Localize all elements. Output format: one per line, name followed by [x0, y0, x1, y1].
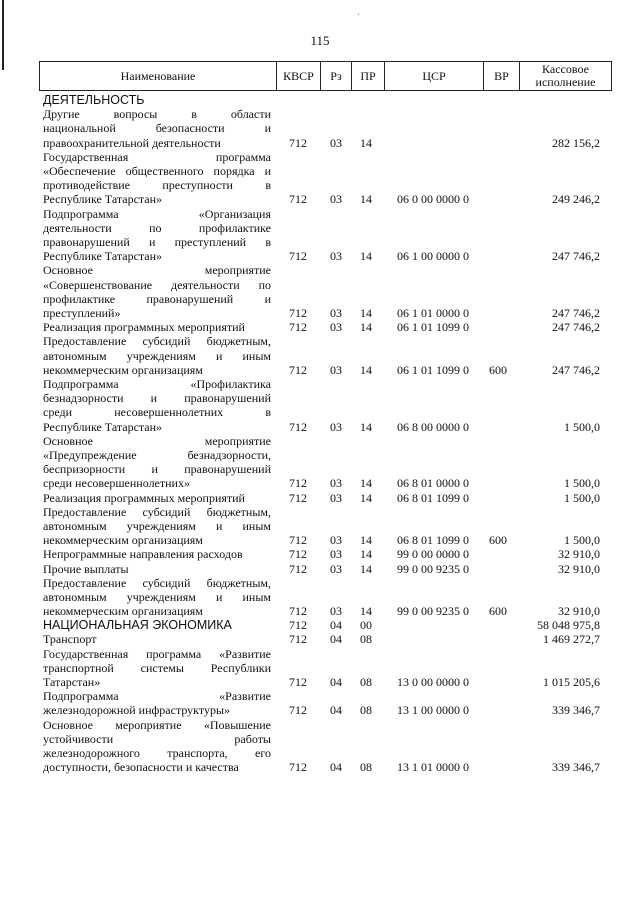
- cell-kvsr: 712: [289, 632, 307, 647]
- row-name: [43, 547, 271, 561]
- row-name: [43, 562, 271, 576]
- row-name-line: некоммерческим организациям: [43, 604, 203, 619]
- cell-vr: 600: [489, 604, 507, 619]
- row-name-line: Транспорт: [43, 632, 97, 647]
- cell-amount: 339 346,7: [552, 760, 600, 775]
- cell-rz: 03: [330, 362, 342, 377]
- cell-kvsr: 712: [289, 249, 307, 264]
- table-row: [0, 334, 640, 377]
- row-name-line: национальной безопасности и: [43, 121, 271, 136]
- cell-pr: 14: [360, 604, 372, 619]
- cell-kvsr: 712: [289, 604, 307, 619]
- row-name-line: Подпрограмма «Профилактика: [43, 376, 271, 391]
- row-name-line: правонарушений и преступлений в: [43, 234, 271, 249]
- cell-amount: 1 469 272,7: [543, 632, 600, 647]
- cell-pr: 00: [360, 618, 372, 633]
- header-name: Наименование: [120, 68, 196, 83]
- cell-pr: 08: [360, 675, 372, 690]
- table-row: [0, 93, 640, 107]
- cell-amount: 247 746,2: [552, 249, 600, 264]
- cell-rz: 03: [330, 320, 342, 335]
- cell-csr: 99 0 00 9235 0: [397, 561, 469, 576]
- cell-csr: 06 1 01 0000 0: [397, 305, 469, 320]
- cell-pr: 14: [360, 490, 372, 505]
- cell-csr: 13 0 00 0000 0: [397, 675, 469, 690]
- table-row: [0, 150, 640, 207]
- cell-rz: 03: [330, 604, 342, 619]
- row-name-line: Основное мероприятие «Повышение: [43, 717, 271, 732]
- cell-amount: 32 910,0: [558, 561, 600, 576]
- row-name-line: Республике Татарстан»: [43, 419, 163, 434]
- page-number: 115: [310, 33, 330, 48]
- table-row: [0, 689, 640, 717]
- row-name: [43, 377, 271, 434]
- row-name: [43, 632, 271, 646]
- cell-amount: 32 910,0: [558, 547, 600, 562]
- cell-csr: 99 0 00 9235 0: [397, 604, 469, 619]
- row-name: [43, 93, 271, 107]
- table-header: [39, 61, 612, 91]
- cell-kvsr: 712: [289, 675, 307, 690]
- row-name: [43, 718, 271, 775]
- row-name: [43, 618, 271, 632]
- cell-csr: 06 8 01 0000 0: [397, 476, 469, 491]
- cell-rz: 04: [330, 632, 342, 647]
- cell-kvsr: 712: [289, 362, 307, 377]
- row-name-line: «Обеспечение общественного порядка и: [43, 163, 271, 178]
- row-name: [43, 150, 271, 207]
- row-name-line: НАЦИОНАЛЬНАЯ ЭКОНОМИКА: [43, 618, 232, 633]
- cell-amount: 1 500,0: [564, 476, 600, 491]
- cell-pr: 08: [360, 703, 372, 718]
- row-name: [43, 434, 271, 491]
- row-name-line: Реализация программных мероприятий: [43, 490, 245, 505]
- row-name: [43, 505, 271, 548]
- row-name-line: Реализация программных мероприятий: [43, 320, 245, 335]
- header-pr: ПР: [351, 62, 384, 90]
- row-name-line: Подпрограмма «Организация: [43, 206, 271, 221]
- row-name: [43, 491, 271, 505]
- table-body: [0, 93, 640, 774]
- cell-amount: 58 048 975,8: [537, 618, 600, 633]
- cell-kvsr: 712: [289, 192, 307, 207]
- table-row: [0, 632, 640, 646]
- row-name-line: железнодорожной инфраструктуры»: [43, 703, 231, 718]
- table-row: [0, 618, 640, 632]
- row-name: [43, 576, 271, 619]
- row-name-line: некоммерческим организациям: [43, 533, 203, 548]
- cell-pr: 14: [360, 249, 372, 264]
- row-name-line: транспортной системы Республики: [43, 660, 271, 675]
- row-name: [43, 334, 271, 377]
- cell-kvsr: 712: [289, 490, 307, 505]
- cell-rz: 03: [330, 305, 342, 320]
- row-name-line: безнадзорности и правонарушений: [43, 391, 271, 406]
- cell-amount: 1 500,0: [564, 490, 600, 505]
- cell-pr: 14: [360, 305, 372, 320]
- row-name-line: доступности, безопасности и качества: [43, 760, 239, 775]
- scan-mark: ·: [357, 10, 361, 21]
- cell-kvsr: 712: [289, 476, 307, 491]
- cell-rz: 03: [330, 419, 342, 434]
- cell-rz: 03: [330, 476, 342, 491]
- row-name-line: среди несовершеннолетних в: [43, 405, 271, 420]
- cell-rz: 04: [330, 675, 342, 690]
- cell-csr: 06 8 01 1099 0: [397, 490, 469, 505]
- cell-kvsr: 712: [289, 703, 307, 718]
- cell-pr: 14: [360, 476, 372, 491]
- table-row: [0, 377, 640, 434]
- cell-amount: 282 156,2: [552, 135, 600, 150]
- cell-amount: 247 746,2: [552, 320, 600, 335]
- row-name-line: Предоставление субсидий бюджетным,: [43, 504, 271, 519]
- row-name-line: Другие вопросы в области: [43, 107, 271, 122]
- table-row: [0, 207, 640, 264]
- table-row: [0, 434, 640, 491]
- row-name-line: Подпрограмма «Развитие: [43, 689, 271, 704]
- row-name-line: преступлений»: [43, 305, 121, 320]
- cell-csr: 06 1 01 1099 0: [397, 362, 469, 377]
- table-row: [0, 576, 640, 619]
- row-name: [43, 263, 271, 320]
- cell-csr: 99 0 00 0000 0: [397, 547, 469, 562]
- cell-amount: 1 500,0: [564, 419, 600, 434]
- cell-amount: 1 500,0: [564, 533, 600, 548]
- table-row: [0, 263, 640, 320]
- cell-rz: 03: [330, 561, 342, 576]
- cell-pr: 14: [360, 419, 372, 434]
- row-name-line: Предоставление субсидий бюджетным,: [43, 575, 271, 590]
- row-name-line: автономным учреждениям и иным: [43, 518, 271, 533]
- cell-kvsr: 712: [289, 419, 307, 434]
- table-row: [0, 505, 640, 548]
- row-name-line: некоммерческим организациям: [43, 362, 203, 377]
- row-name-line: противодействие преступности в: [43, 178, 271, 193]
- table-row: [0, 320, 640, 334]
- row-name-line: «Предупреждение безнадзорности,: [43, 447, 271, 462]
- cell-csr: 13 1 00 0000 0: [397, 703, 469, 718]
- cell-amount: 339 346,7: [552, 703, 600, 718]
- cell-vr: 600: [489, 362, 507, 377]
- row-name-line: Предоставление субсидий бюджетным,: [43, 334, 271, 349]
- row-name-line: профилактике правонарушений и: [43, 291, 271, 306]
- cell-csr: 13 1 01 0000 0: [397, 760, 469, 775]
- row-name: [43, 107, 271, 150]
- row-name-line: Татарстан»: [43, 675, 101, 690]
- row-name-line: Республике Татарстан»: [43, 192, 163, 207]
- cell-amount: 249 246,2: [552, 192, 600, 207]
- row-name: [43, 320, 271, 334]
- row-name-line: деятельности по профилактике: [43, 220, 271, 235]
- cell-kvsr: 712: [289, 760, 307, 775]
- table-row: [0, 491, 640, 505]
- header-csr: ЦСР: [384, 62, 483, 90]
- table-row: [0, 718, 640, 775]
- cell-pr: 14: [360, 561, 372, 576]
- row-name-line: Прочие выплаты: [43, 561, 129, 576]
- table-row: [0, 107, 640, 150]
- cell-csr: 06 1 01 1099 0: [397, 320, 469, 335]
- cell-pr: 14: [360, 192, 372, 207]
- row-name-line: устойчивости работы: [43, 731, 271, 746]
- cell-kvsr: 712: [289, 618, 307, 633]
- cell-vr: 600: [489, 533, 507, 548]
- cell-kvsr: 712: [289, 305, 307, 320]
- row-name: [43, 207, 271, 264]
- cell-kvsr: 712: [289, 135, 307, 150]
- row-name-line: правоохранительной деятельности: [43, 135, 221, 150]
- cell-amount: 1 015 205,6: [543, 675, 600, 690]
- cell-rz: 03: [330, 533, 342, 548]
- row-name-line: Основное мероприятие: [43, 263, 271, 278]
- cell-kvsr: 712: [289, 547, 307, 562]
- cell-csr: 06 1 00 0000 0: [397, 249, 469, 264]
- table-row: [0, 547, 640, 561]
- cell-rz: 04: [330, 703, 342, 718]
- cell-pr: 08: [360, 632, 372, 647]
- row-name-line: автономным учреждениям и иным: [43, 348, 271, 363]
- cell-amount: 247 746,2: [552, 305, 600, 320]
- cell-rz: 04: [330, 618, 342, 633]
- cell-csr: 06 0 00 0000 0: [397, 192, 469, 207]
- cell-rz: 03: [330, 135, 342, 150]
- cell-pr: 14: [360, 533, 372, 548]
- header-rz: Рз: [320, 62, 351, 90]
- row-name: [43, 647, 271, 690]
- row-name-line: Государственная программа: [43, 149, 271, 164]
- header-amount: Кассовое исполнение: [519, 62, 611, 90]
- cell-pr: 14: [360, 547, 372, 562]
- cell-rz: 04: [330, 760, 342, 775]
- cell-amount: 247 746,2: [552, 362, 600, 377]
- cell-amount: 32 910,0: [558, 604, 600, 619]
- row-name-line: Государственная программа «Развитие: [43, 646, 271, 661]
- row-name-line: Непрограммные направления расходов: [43, 547, 243, 562]
- header-vr: ВР: [483, 62, 519, 90]
- cell-kvsr: 712: [289, 561, 307, 576]
- row-name-line: автономным учреждениям и иным: [43, 589, 271, 604]
- cell-csr: 06 8 01 1099 0: [397, 533, 469, 548]
- cell-pr: 08: [360, 760, 372, 775]
- cell-rz: 03: [330, 547, 342, 562]
- cell-rz: 03: [330, 249, 342, 264]
- row-name-line: железнодорожного транспорта, его: [43, 746, 271, 761]
- row-name-line: Основное мероприятие: [43, 433, 271, 448]
- cell-pr: 14: [360, 320, 372, 335]
- table-row: [0, 647, 640, 690]
- row-name-line: беспризорности и правонарушений: [43, 462, 271, 477]
- cell-kvsr: 712: [289, 533, 307, 548]
- cell-kvsr: 712: [289, 320, 307, 335]
- cell-rz: 03: [330, 192, 342, 207]
- row-name-line: среди несовершеннолетних»: [43, 476, 190, 491]
- row-name-line: «Совершенствование деятельности по: [43, 277, 271, 292]
- table-row: [0, 562, 640, 576]
- cell-pr: 14: [360, 362, 372, 377]
- row-name: [43, 689, 271, 717]
- row-name-line: Республике Татарстан»: [43, 249, 163, 264]
- cell-csr: 06 8 00 0000 0: [397, 419, 469, 434]
- cell-rz: 03: [330, 490, 342, 505]
- header-kvsr: КВСР: [276, 62, 320, 90]
- cell-pr: 14: [360, 135, 372, 150]
- row-name-line: ДЕЯТЕЛЬНОСТЬ: [43, 93, 145, 107]
